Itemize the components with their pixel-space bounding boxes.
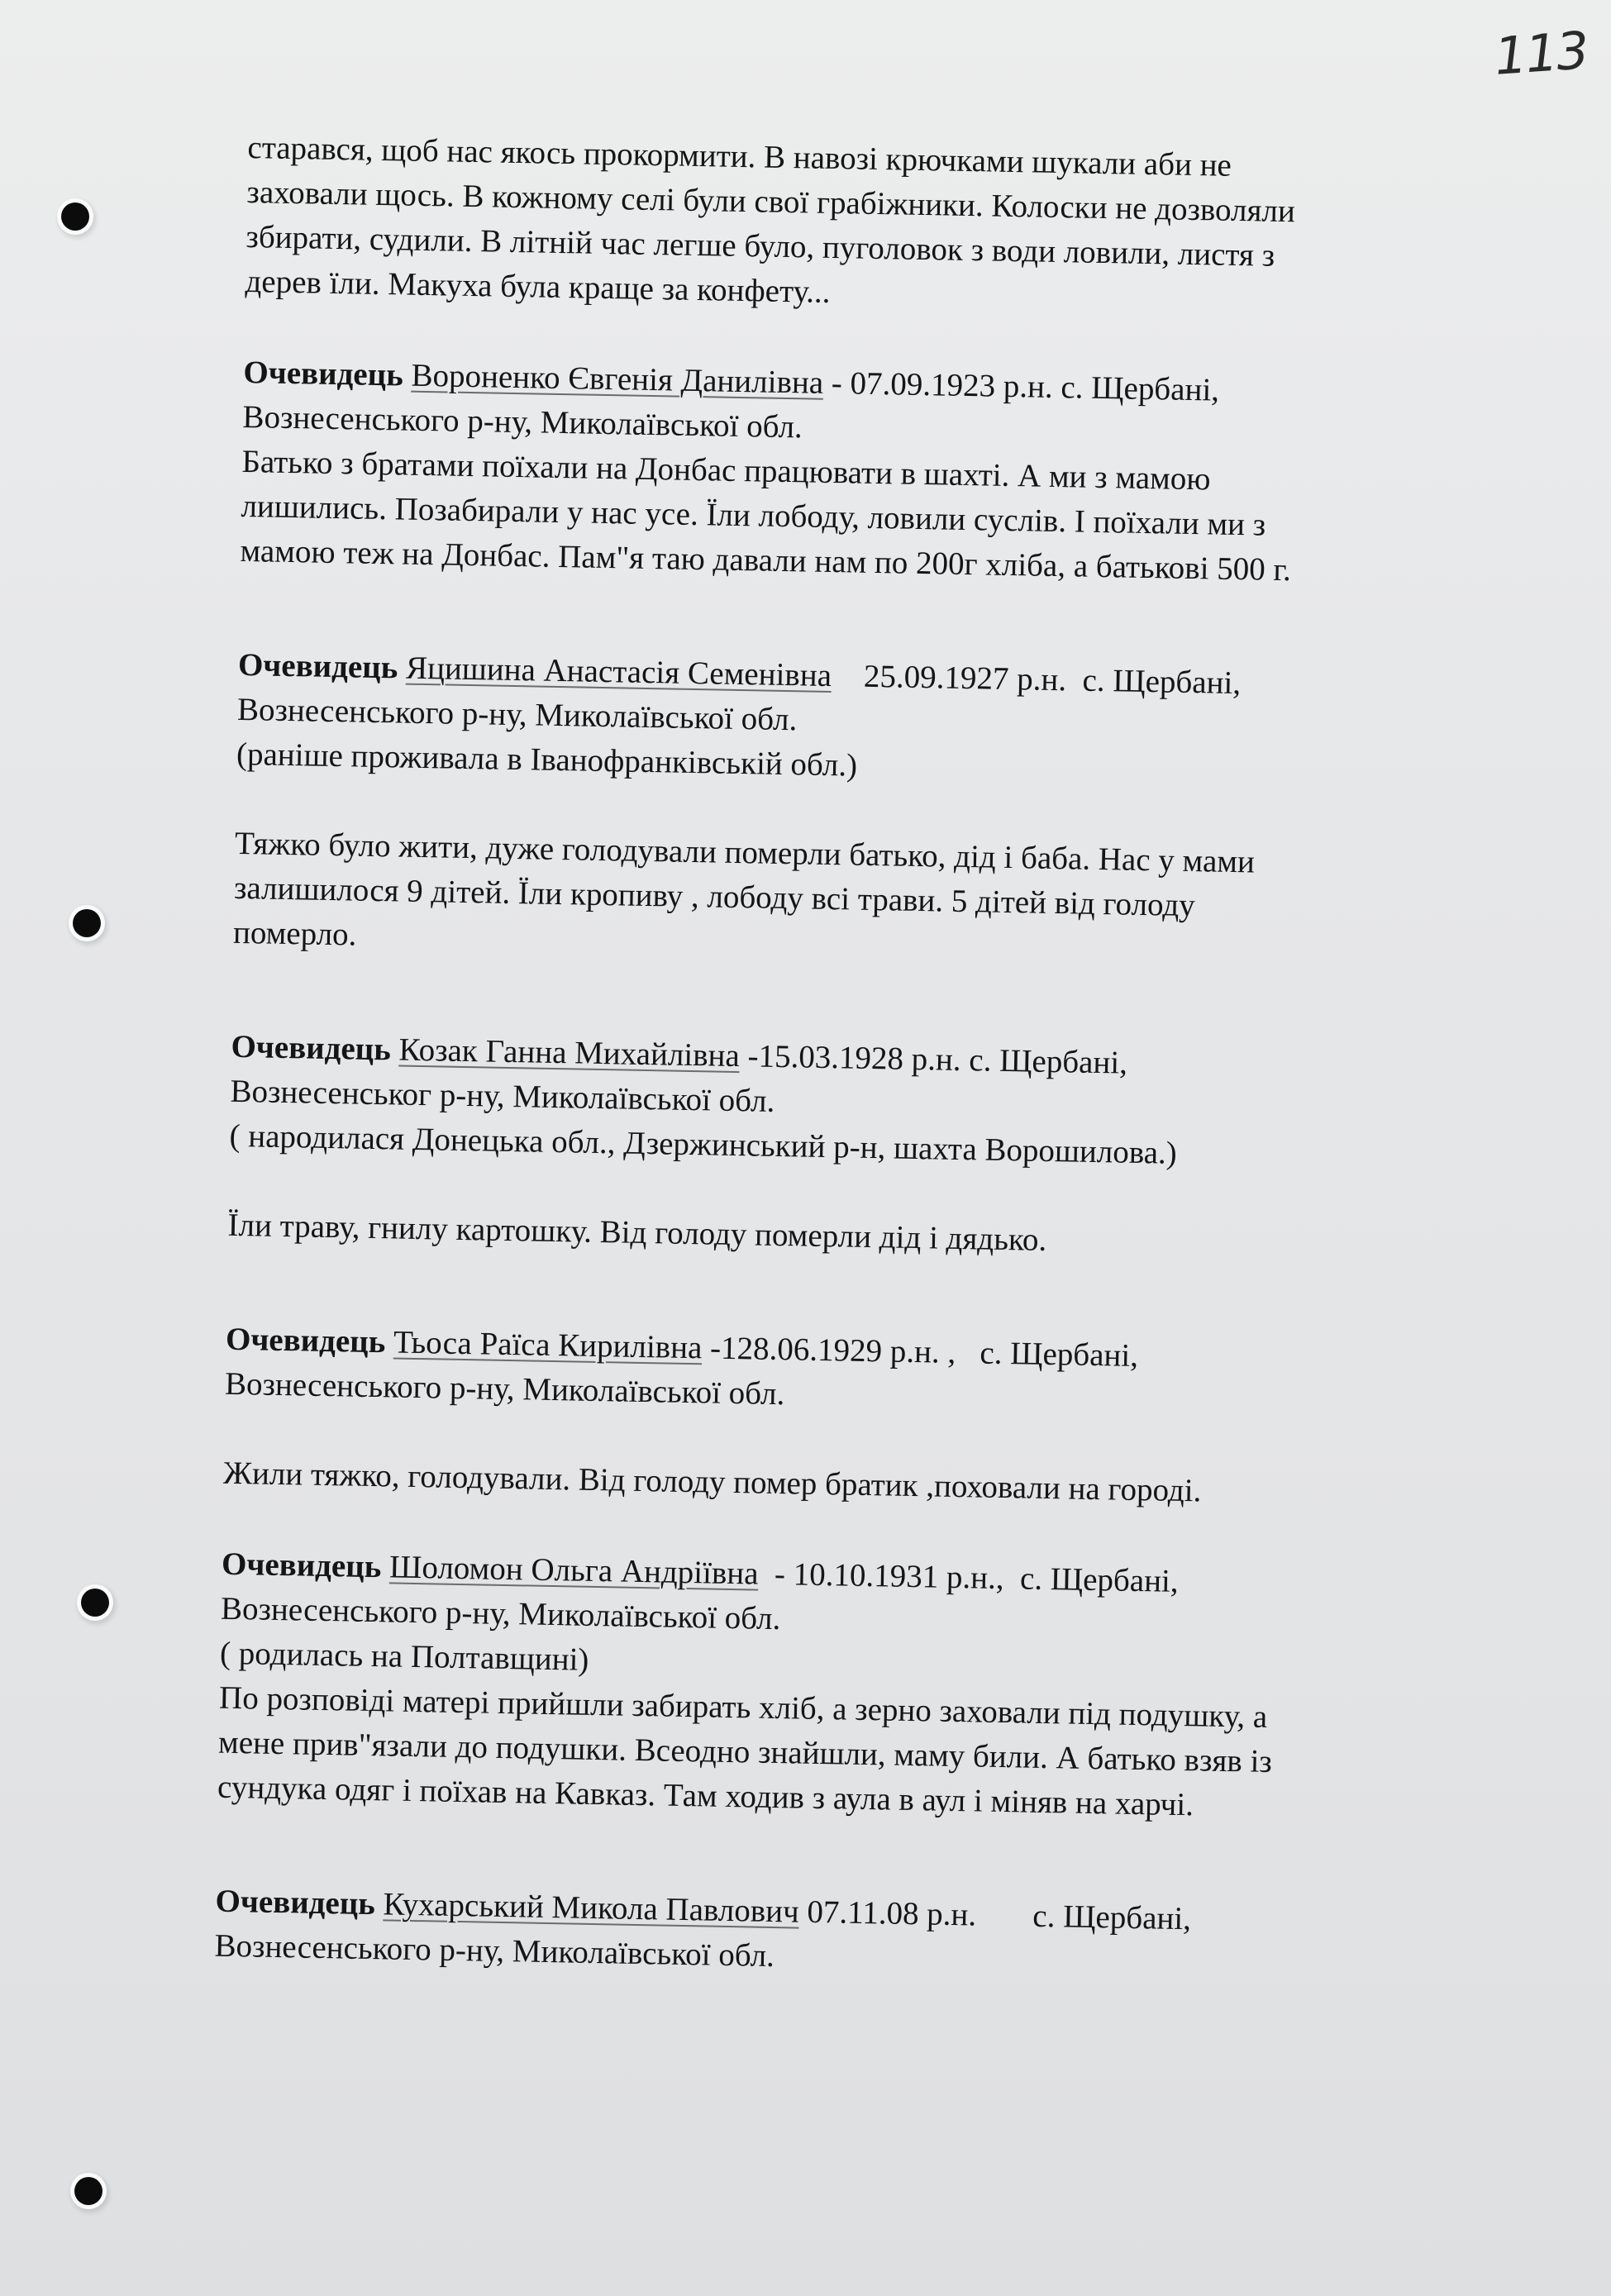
witness-label: Очевидець [243,354,404,393]
witness-label: Очевидець [225,1321,386,1360]
witness-name: Яцишина Анастасія Семенівна [405,650,832,694]
witness-name: Тьоса Раїса Кирилівна [393,1324,703,1366]
testimony-line: Їли траву, гнилу картошку. Від голоду померли дід і дядько. [227,1207,1047,1258]
testimony-line: сундука одяг і поїхав на Кавказ. Там ходив з аула в аул і міняв на харчі. [217,1769,1194,1823]
witness-label: Очевидець [237,646,398,686]
page-number: 113 [1492,20,1590,87]
witness-name: Вороненко Євгенія Данилівна [411,357,824,401]
witness-address: Вознесенського р-ну, Миколаївської обл. [224,1365,785,1412]
witness-label: Очевидець [221,1546,382,1585]
witness-note: ( родилась на Полтавщині) [219,1635,589,1678]
witness-details: -128.06.1929 р.н. , с. Щербані, [701,1330,1139,1374]
witness-name: Козак Ганна Михайлівна [398,1031,741,1074]
punch-hole [61,202,89,231]
punch-hole [74,2177,102,2205]
witness-details: - 10.10.1931 р.н., с. Щербані, [758,1555,1180,1599]
witness-address: Вознесенського р-ну, Миколаївської обл. [220,1590,781,1637]
testimony-line: По розповіді матері прийшли забирать хліб, а зерно заховали під подушку, а [218,1679,1268,1735]
witness-details: - 07.09.1923 р.н. с. Щербані, [822,364,1220,408]
testimony-line: Тяжко було жити, дуже голодували померли батько, дід і баба. Нас у мами [234,825,1256,880]
witness-entry [223,1317,1516,1520]
witness-entry [217,1542,1512,1834]
intro-paragraph [245,126,1537,328]
witness-address: Вознесенського р-ну, Миколаївської обл. [236,691,798,738]
testimony-line: залишилося 9 дітей. Їли кропиву , лободу всі трави. 5 дітей від голоду [233,869,1196,924]
witness-name: Шоломон Ольга Андріївна [388,1549,759,1592]
text-line: збирати, судили. В літній час легше було, пуголовок з води ловили, листя з [245,218,1275,274]
witness-entry [227,1025,1521,1272]
testimony-line: лишились. Позабирали у нас усе. Їли лободу, ловили суслів. І поїхали ми з [241,488,1266,543]
witness-address: Вознесенського р-ну, Миколаївської обл. [242,398,803,445]
text-line: заховали щось. В кожному селі були свої грабіжники. Колоски не дозволяли [246,174,1296,230]
witness-note: ( народилася Донецька обл., Дзержинський р-н, шахта Ворошилова.) [229,1117,1178,1171]
document-body [214,126,1537,1992]
witness-details: 25.09.1927 р.н. с. Щербані, [831,658,1242,702]
testimony-line: мамою теж на Донбас. Пам"я таю давали нам по 200г хліба, а батькові 500 г. [240,532,1292,588]
punch-hole [73,909,101,937]
witness-details: -15.03.1928 р.н. с. Щербані, [739,1038,1128,1081]
witness-name: Кухарський Микола Павлович [383,1886,800,1930]
text-line: старався, щоб нас якось прокормити. В навозі крючками шукали аби не [247,129,1232,183]
witness-address: Вознесенськог р-ну, Миколаївської обл. [230,1073,775,1119]
testimony-line: Жили тяжко, голодували. Від голоду помер братик ,поховали на городі. [222,1455,1202,1509]
testimony-line: мене прив"язали до подушки. Всеодно знайшли, маму били. А батько взяв із [217,1724,1273,1780]
witness-entry [240,350,1533,598]
witness-address: Вознесенського р-ну, Миколаївської обл. [214,1927,775,1974]
punch-hole [81,1589,109,1617]
witness-entry [233,643,1528,979]
witness-entry [214,1879,1505,1993]
witness-note: (раніше проживала в Іванофранківській обл.) [236,736,858,784]
witness-label: Очевидець [215,1883,376,1922]
witness-details: 07.11.08 р.н. с. Щербані, [798,1893,1192,1937]
text-line: дерев їли. Макуха була краще за конфету... [245,263,831,310]
testimony-line: Батько з братами поїхали на Донбас працювати в шахті. А ми з мамою [241,443,1211,498]
testimony-line: померло. [232,914,357,953]
witness-label: Очевидець [231,1028,392,1068]
